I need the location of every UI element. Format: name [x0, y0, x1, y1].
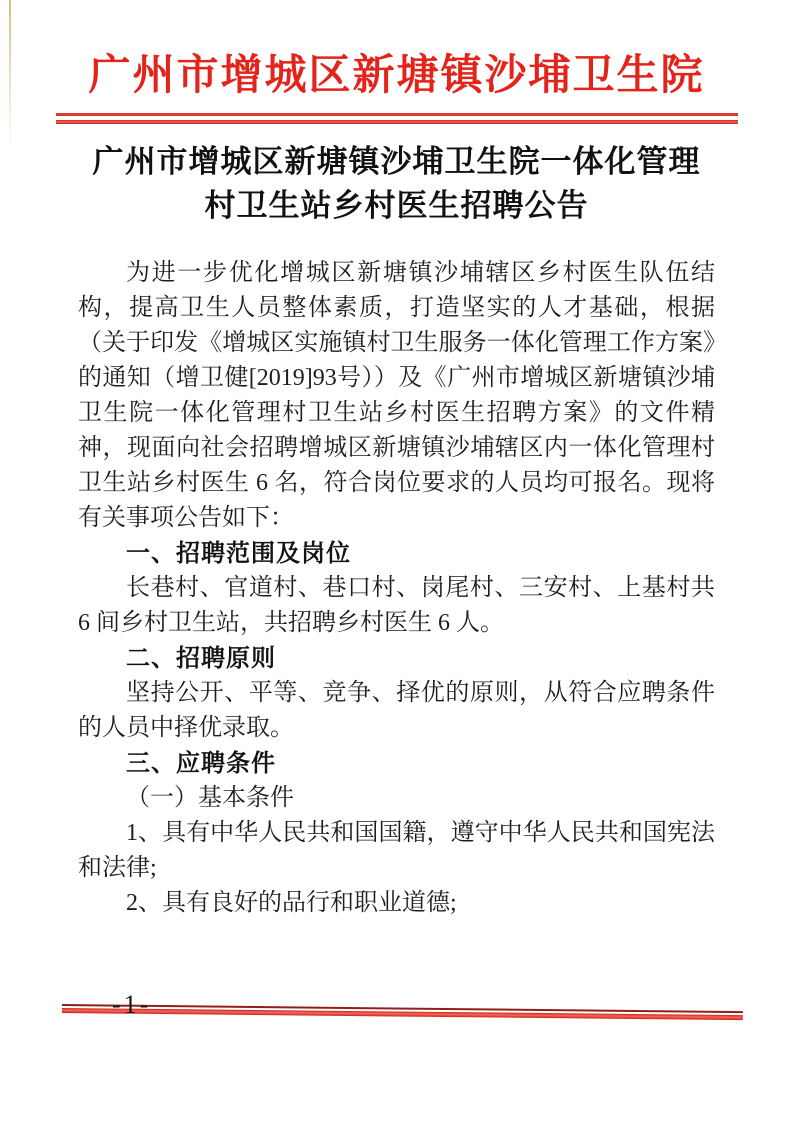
letterhead-title: 广州市增城区新塘镇沙埔卫生院 — [88, 53, 705, 99]
section-2-heading: 二、招聘原则 — [126, 644, 276, 672]
document-body — [78, 256, 715, 921]
condition-item-1: 1、具有中华人民共和国国籍，遵守中华人民共和国宪法和法律; — [78, 819, 715, 881]
document-title-line1: 广州市增城区新塘镇沙埔卫生院一体化管理 — [92, 143, 701, 179]
section-2-paragraph: 坚持公开、平等、竞争、择优的原则，从符合应聘条件的人员中择优录取。 — [78, 679, 715, 741]
section-3-subheading: （一）基本条件 — [126, 784, 294, 811]
document-title — [0, 140, 793, 228]
document-title-line2: 村卫生站乡村医生招聘公告 — [204, 187, 589, 223]
scan-edge-artifact — [9, 0, 11, 150]
letterhead-double-rule — [56, 113, 738, 124]
section-1-heading: 一、招聘范围及岗位 — [126, 539, 351, 567]
condition-item-2: 2、具有良好的品行和职业道德; — [126, 889, 457, 916]
page-number: -1- — [112, 990, 152, 1019]
rule-bottom — [56, 120, 738, 124]
intro-paragraph: 为进一步优化增城区新塘镇沙埔辖区乡村医生队伍结构，提高卫生人员整体素质，打造坚实的人才基础，根据（关于印发《增城区实施镇村卫生服务一体化管理工作方案》的通知（增卫健[2019]93号））及《广州市增城区新塘镇沙埔卫生院一体化管理村卫生站乡村医生招聘方案》的文件精神，现面向社会招聘增城区新塘镇沙埔辖区内一体化管理村卫生站乡村医生 6 名，符合岗位要求的人员均可报名。现将有关事项公告如下： — [78, 259, 715, 531]
section-3-heading: 三、应聘条件 — [126, 749, 276, 777]
section-1-paragraph: 长巷村、官道村、巷口村、岗尾村、三安村、上基村共 6 间乡村卫生站，共招聘乡村医生 6 人。 — [78, 574, 715, 636]
footer-double-rule — [62, 1004, 743, 1020]
